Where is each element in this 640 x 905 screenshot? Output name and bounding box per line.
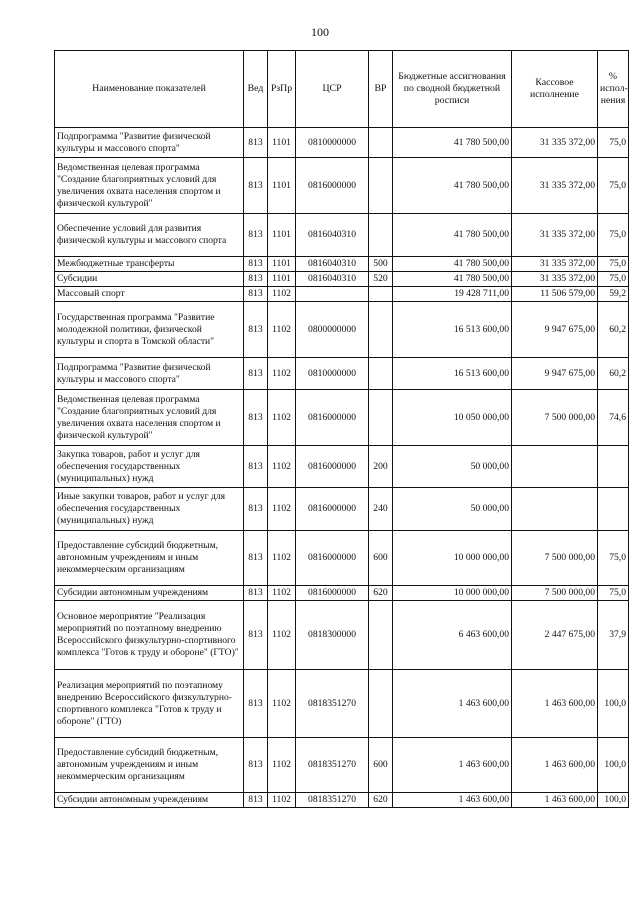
cell-csr: 0816040310 [296, 214, 369, 257]
cell-ved: 813 [244, 670, 268, 738]
cell-cash: 31 335 372,00 [512, 128, 598, 158]
cell-cash: 9 947 675,00 [512, 358, 598, 390]
cell-rzpr: 1102 [268, 670, 296, 738]
cell-vr [369, 601, 393, 670]
cell-csr: 0816000000 [296, 531, 369, 586]
cell-budget: 1 463 600,00 [393, 793, 512, 808]
cell-rzpr: 1102 [268, 446, 296, 488]
cell-vr: 240 [369, 488, 393, 531]
cell-vr [369, 390, 393, 446]
cell-rzpr: 1102 [268, 302, 296, 358]
cell-name: Массовый спорт [55, 287, 244, 302]
cell-vr [369, 302, 393, 358]
cell-name: Иные закупки товаров, работ и услуг для обеспечения государственных (муниципальных) нужд [55, 488, 244, 531]
table-row [55, 488, 629, 531]
cell-pct: 37,9 [598, 601, 629, 670]
header-pct: % испол-нения [598, 51, 629, 128]
cell-budget: 6 463 600,00 [393, 601, 512, 670]
cell-name: Субсидии автономным учреждениям [55, 793, 244, 808]
cell-budget: 50 000,00 [393, 488, 512, 531]
table-header-row [55, 51, 629, 128]
header-rzpr: РзПр [268, 51, 296, 128]
cell-cash: 31 335 372,00 [512, 272, 598, 287]
cell-csr: 0816000000 [296, 158, 369, 214]
cell-rzpr: 1102 [268, 390, 296, 446]
cell-name: Реализация мероприятий по поэтапному внедрению Всероссийского физкультурно-спортивного комплекса "Готов к труду и обороне" (ГТО) [55, 670, 244, 738]
cell-name: Предоставление субсидий бюджетным, автономным учреждениям и иным некоммерческим организациям [55, 531, 244, 586]
cell-csr: 0816000000 [296, 586, 369, 601]
cell-vr: 620 [369, 793, 393, 808]
cell-cash: 31 335 372,00 [512, 158, 598, 214]
table-row [55, 793, 629, 808]
table-row [55, 287, 629, 302]
cell-csr: 0800000000 [296, 302, 369, 358]
cell-cash [512, 488, 598, 531]
cell-pct: 60,2 [598, 302, 629, 358]
cell-vr: 600 [369, 738, 393, 793]
cell-budget: 1 463 600,00 [393, 670, 512, 738]
cell-vr [369, 214, 393, 257]
cell-ved: 813 [244, 302, 268, 358]
cell-pct [598, 488, 629, 531]
cell-rzpr: 1102 [268, 531, 296, 586]
table-row [55, 601, 629, 670]
cell-name: Ведомственная целевая программа "Создание благоприятных условий для увеличения охвата населения спортом и физической культурой" [55, 158, 244, 214]
table-row [55, 358, 629, 390]
cell-vr [369, 358, 393, 390]
cell-budget: 10 000 000,00 [393, 586, 512, 601]
cell-vr: 600 [369, 531, 393, 586]
cell-rzpr: 1102 [268, 601, 296, 670]
cell-pct: 75,0 [598, 158, 629, 214]
cell-cash: 11 506 579,00 [512, 287, 598, 302]
cell-cash: 1 463 600,00 [512, 670, 598, 738]
table-row [55, 586, 629, 601]
cell-budget: 41 780 500,00 [393, 128, 512, 158]
table-row [55, 128, 629, 158]
budget-execution-table [54, 50, 629, 808]
cell-budget: 16 513 600,00 [393, 358, 512, 390]
cell-budget: 41 780 500,00 [393, 158, 512, 214]
header-budget: Бюджетные ассигнования по сводной бюджетной росписи [393, 51, 512, 128]
cell-pct [598, 446, 629, 488]
cell-pct: 100,0 [598, 738, 629, 793]
cell-ved: 813 [244, 446, 268, 488]
cell-name: Закупка товаров, работ и услуг для обеспечения государственных (муниципальных) нужд [55, 446, 244, 488]
cell-csr: 0818351270 [296, 670, 369, 738]
cell-rzpr: 1101 [268, 128, 296, 158]
cell-ved: 813 [244, 601, 268, 670]
cell-csr: 0816000000 [296, 446, 369, 488]
cell-name: Предоставление субсидий бюджетным, автономным учреждениям и иным некоммерческим организациям [55, 738, 244, 793]
cell-pct: 75,0 [598, 257, 629, 272]
cell-name: Субсидии автономным учреждениям [55, 586, 244, 601]
table-row [55, 738, 629, 793]
cell-rzpr: 1101 [268, 257, 296, 272]
table-row [55, 390, 629, 446]
cell-pct: 75,0 [598, 531, 629, 586]
cell-budget: 41 780 500,00 [393, 214, 512, 257]
cell-name: Подпрограмма "Развитие физической культуры и массового спорта" [55, 358, 244, 390]
cell-vr: 520 [369, 272, 393, 287]
cell-csr: 0810000000 [296, 128, 369, 158]
cell-csr: 0816040310 [296, 272, 369, 287]
cell-csr: 0816000000 [296, 390, 369, 446]
header-ved: Вед [244, 51, 268, 128]
table-row [55, 257, 629, 272]
cell-name: Обеспечение условий для развития физической культуры и массового спорта [55, 214, 244, 257]
cell-pct: 59,2 [598, 287, 629, 302]
cell-csr [296, 287, 369, 302]
table-row [55, 670, 629, 738]
cell-rzpr: 1101 [268, 272, 296, 287]
cell-vr: 500 [369, 257, 393, 272]
cell-ved: 813 [244, 531, 268, 586]
cell-ved: 813 [244, 793, 268, 808]
cell-csr: 0816040310 [296, 257, 369, 272]
cell-budget: 19 428 711,00 [393, 287, 512, 302]
cell-rzpr: 1102 [268, 358, 296, 390]
cell-csr: 0818300000 [296, 601, 369, 670]
cell-rzpr: 1101 [268, 158, 296, 214]
cell-ved: 813 [244, 358, 268, 390]
cell-vr [369, 158, 393, 214]
cell-csr: 0816000000 [296, 488, 369, 531]
header-vr: ВР [369, 51, 393, 128]
cell-cash [512, 446, 598, 488]
cell-csr: 0818351270 [296, 793, 369, 808]
table-row [55, 446, 629, 488]
cell-cash: 7 500 000,00 [512, 531, 598, 586]
cell-rzpr: 1102 [268, 287, 296, 302]
cell-budget: 41 780 500,00 [393, 272, 512, 287]
cell-rzpr: 1102 [268, 488, 296, 531]
cell-ved: 813 [244, 128, 268, 158]
cell-vr [369, 287, 393, 302]
cell-pct: 100,0 [598, 670, 629, 738]
table-row [55, 302, 629, 358]
cell-vr: 620 [369, 586, 393, 601]
cell-rzpr: 1102 [268, 586, 296, 601]
cell-name: Ведомственная целевая программа "Создание благоприятных условий для увеличения охвата населения спортом и физической культурой" [55, 390, 244, 446]
cell-ved: 813 [244, 257, 268, 272]
cell-rzpr: 1102 [268, 738, 296, 793]
cell-csr: 0810000000 [296, 358, 369, 390]
cell-pct: 75,0 [598, 586, 629, 601]
cell-budget: 16 513 600,00 [393, 302, 512, 358]
cell-ved: 813 [244, 158, 268, 214]
cell-ved: 813 [244, 287, 268, 302]
cell-pct: 75,0 [598, 128, 629, 158]
cell-pct: 100,0 [598, 793, 629, 808]
header-cash: Кассовое исполнение [512, 51, 598, 128]
cell-name: Государственная программа "Развитие молодежной политики, физической культуры и спорта в Томской области" [55, 302, 244, 358]
table-row [55, 272, 629, 287]
cell-name: Основное мероприятие "Реализация мероприятий по поэтапному внедрению Всероссийского физкультурно-спортивного комплекса "Готов к труду и обороне" (ГТО)" [55, 601, 244, 670]
cell-cash: 31 335 372,00 [512, 257, 598, 272]
cell-vr [369, 128, 393, 158]
cell-ved: 813 [244, 390, 268, 446]
cell-cash: 31 335 372,00 [512, 214, 598, 257]
cell-vr: 200 [369, 446, 393, 488]
table-row [55, 531, 629, 586]
cell-budget: 41 780 500,00 [393, 257, 512, 272]
table-row [55, 214, 629, 257]
cell-cash: 9 947 675,00 [512, 302, 598, 358]
cell-cash: 1 463 600,00 [512, 738, 598, 793]
cell-budget: 50 000,00 [393, 446, 512, 488]
page-number: 100 [311, 25, 329, 39]
cell-name: Подпрограмма "Развитие физической культуры и массового спорта" [55, 128, 244, 158]
cell-pct: 75,0 [598, 272, 629, 287]
cell-rzpr: 1101 [268, 214, 296, 257]
cell-csr: 0818351270 [296, 738, 369, 793]
cell-budget: 10 000 000,00 [393, 531, 512, 586]
cell-name: Межбюджетные трансферты [55, 257, 244, 272]
cell-ved: 813 [244, 214, 268, 257]
cell-ved: 813 [244, 738, 268, 793]
cell-pct: 74,6 [598, 390, 629, 446]
cell-ved: 813 [244, 272, 268, 287]
cell-budget: 1 463 600,00 [393, 738, 512, 793]
cell-pct: 60,2 [598, 358, 629, 390]
header-name: Наименование показателей [55, 51, 244, 128]
cell-name: Субсидии [55, 272, 244, 287]
cell-ved: 813 [244, 586, 268, 601]
cell-ved: 813 [244, 488, 268, 531]
cell-pct: 75,0 [598, 214, 629, 257]
cell-cash: 7 500 000,00 [512, 586, 598, 601]
cell-cash: 1 463 600,00 [512, 793, 598, 808]
cell-cash: 2 447 675,00 [512, 601, 598, 670]
cell-rzpr: 1102 [268, 793, 296, 808]
cell-vr [369, 670, 393, 738]
header-csr: ЦСР [296, 51, 369, 128]
table-row [55, 158, 629, 214]
cell-cash: 7 500 000,00 [512, 390, 598, 446]
cell-budget: 10 050 000,00 [393, 390, 512, 446]
